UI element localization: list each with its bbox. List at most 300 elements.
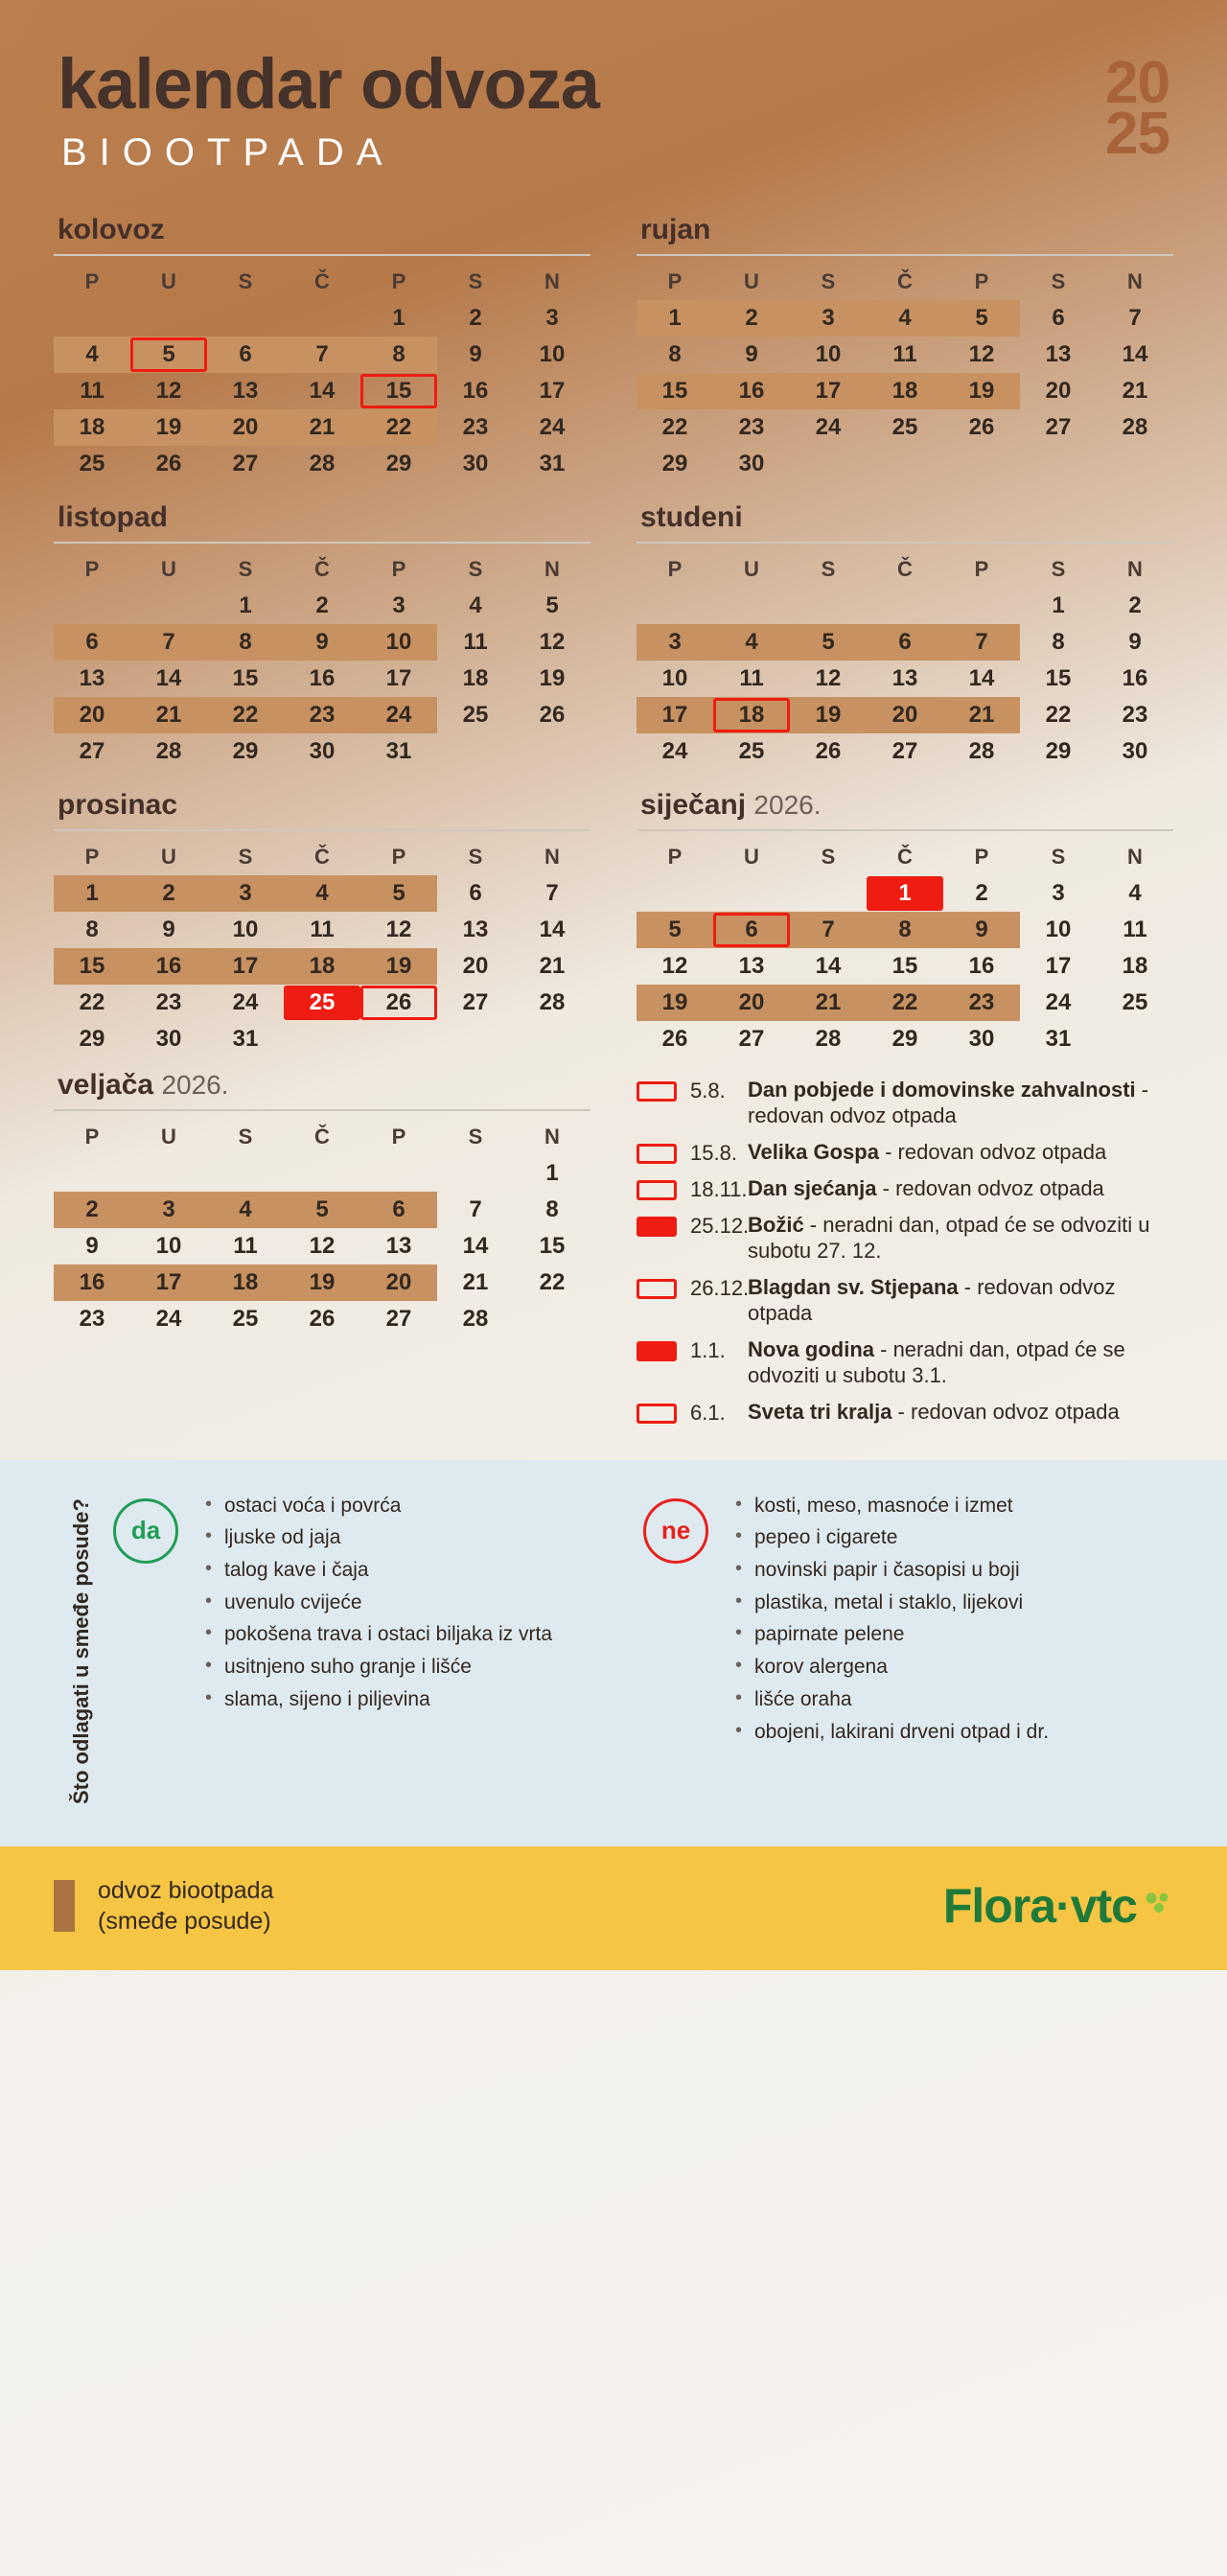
day-cell[interactable] <box>1020 337 1097 373</box>
day-cell[interactable] <box>360 1228 437 1265</box>
title-block <box>58 44 1105 174</box>
day-cell[interactable] <box>790 300 867 337</box>
weekday-header: U <box>161 268 176 293</box>
day-cell[interactable] <box>867 661 943 697</box>
day-number: 1 <box>239 592 252 618</box>
day-cell[interactable] <box>360 733 437 770</box>
day-cell[interactable] <box>360 661 437 697</box>
day-cell[interactable] <box>54 1192 130 1228</box>
day-cell[interactable] <box>713 1021 790 1057</box>
day-cell[interactable] <box>54 697 130 733</box>
day-cell[interactable] <box>360 875 437 912</box>
day-cell[interactable] <box>360 409 437 446</box>
empty-cell <box>790 875 867 912</box>
day-cell[interactable] <box>637 661 713 697</box>
day-number: 8 <box>668 340 682 367</box>
day-number <box>514 733 590 770</box>
day-cell[interactable] <box>514 948 590 985</box>
day-cell[interactable] <box>867 1021 943 1057</box>
day-number: 2 <box>1128 592 1142 618</box>
day-cell[interactable] <box>867 985 943 1021</box>
day-cell[interactable] <box>514 373 590 409</box>
day-cell[interactable] <box>514 1228 590 1265</box>
day-cell[interactable] <box>867 697 943 733</box>
month-siječanj <box>637 789 1173 1057</box>
day-number: 5 <box>130 337 207 372</box>
day-cell[interactable] <box>943 697 1020 733</box>
weekday-header: P <box>84 844 100 869</box>
legend-text <box>748 1274 1173 1327</box>
day-cell[interactable] <box>713 948 790 985</box>
day-cell[interactable] <box>54 948 130 985</box>
year-top: 20 <box>1105 50 1169 116</box>
day-number: 14 <box>309 377 336 404</box>
day-cell[interactable] <box>284 446 360 482</box>
day-cell[interactable] <box>130 409 207 446</box>
day-cell[interactable] <box>207 875 284 912</box>
day-cell[interactable] <box>437 1265 514 1301</box>
legend-item <box>637 1274 1173 1327</box>
day-cell[interactable] <box>514 624 590 661</box>
day-cell[interactable] <box>207 409 284 446</box>
footer-legend-line2: (smeđe posude) <box>98 1908 271 1936</box>
day-cell[interactable] <box>1097 948 1173 985</box>
day-cell[interactable] <box>514 300 590 337</box>
day-cell[interactable] <box>867 624 943 661</box>
day-cell[interactable] <box>514 661 590 697</box>
month-table <box>54 260 590 482</box>
day-cell[interactable] <box>130 875 207 912</box>
day-cell[interactable] <box>130 697 207 733</box>
day-cell[interactable] <box>54 985 130 1021</box>
day-cell[interactable] <box>360 985 437 1021</box>
day-cell[interactable] <box>637 337 713 373</box>
day-number <box>790 588 867 624</box>
day-cell[interactable] <box>790 337 867 373</box>
day-cell[interactable] <box>867 733 943 770</box>
day-cell[interactable] <box>713 300 790 337</box>
day-cell[interactable] <box>637 373 713 409</box>
day-cell[interactable] <box>943 875 1020 912</box>
day-cell[interactable] <box>790 661 867 697</box>
holiday-outline-swatch <box>637 1404 677 1424</box>
day-cell[interactable] <box>130 446 207 482</box>
day-number: 9 <box>745 340 758 367</box>
day-cell[interactable] <box>867 948 943 985</box>
day-cell[interactable] <box>867 875 943 912</box>
weekday-header: P <box>391 268 406 293</box>
day-number: 25 <box>232 1305 259 1332</box>
day-cell[interactable] <box>207 1228 284 1265</box>
legend-holiday-note: - redovan odvoz otpada <box>876 1175 1104 1200</box>
day-cell[interactable] <box>713 624 790 661</box>
day-number: 26 <box>539 701 566 728</box>
day-number: 25 <box>1122 988 1148 1015</box>
day-cell[interactable] <box>637 697 713 733</box>
day-cell[interactable] <box>867 337 943 373</box>
day-cell[interactable] <box>1097 373 1173 409</box>
day-cell[interactable] <box>207 1265 284 1301</box>
day-cell[interactable] <box>943 300 1020 337</box>
day-number: 20 <box>79 701 105 728</box>
day-cell[interactable] <box>437 1301 514 1337</box>
day-cell[interactable] <box>637 624 713 661</box>
day-cell[interactable] <box>360 588 437 624</box>
week-row <box>54 337 590 373</box>
day-number: 1 <box>545 1159 559 1186</box>
day-cell[interactable] <box>514 1192 590 1228</box>
day-cell[interactable] <box>867 912 943 948</box>
day-number: 12 <box>155 377 182 404</box>
empty-cell <box>54 1155 130 1192</box>
day-cell[interactable] <box>437 875 514 912</box>
weekday-header: Č <box>897 556 913 581</box>
weekday-header: S <box>468 268 483 293</box>
day-number: 23 <box>738 413 765 440</box>
month-year-text: 2026. <box>753 789 822 820</box>
day-number <box>790 446 867 482</box>
day-cell[interactable] <box>360 1192 437 1228</box>
day-cell[interactable] <box>1020 875 1097 912</box>
weekday-header: N <box>544 844 560 869</box>
day-cell[interactable] <box>514 409 590 446</box>
day-number: 6 <box>469 879 482 906</box>
day-cell[interactable] <box>360 624 437 661</box>
day-cell[interactable] <box>54 733 130 770</box>
day-cell[interactable] <box>360 948 437 985</box>
day-cell[interactable] <box>1020 697 1097 733</box>
day-cell[interactable] <box>284 1301 360 1337</box>
day-number: 6 <box>713 913 790 947</box>
day-cell[interactable] <box>130 912 207 948</box>
day-cell[interactable] <box>207 985 284 1021</box>
day-cell[interactable] <box>514 912 590 948</box>
day-cell[interactable] <box>284 588 360 624</box>
day-cell[interactable] <box>1097 409 1173 446</box>
day-cell[interactable] <box>207 337 284 373</box>
day-cell[interactable] <box>790 624 867 661</box>
month-title <box>54 789 590 831</box>
day-cell[interactable] <box>790 912 867 948</box>
day-cell[interactable] <box>1097 912 1173 948</box>
day-cell[interactable] <box>514 1265 590 1301</box>
day-number <box>54 588 130 624</box>
day-cell[interactable] <box>54 875 130 912</box>
page-subtitle: BIOOTPADA <box>61 130 395 174</box>
day-cell[interactable] <box>790 409 867 446</box>
day-cell[interactable] <box>437 300 514 337</box>
empty-cell <box>637 588 713 624</box>
day-cell[interactable] <box>713 661 790 697</box>
day-cell[interactable] <box>207 661 284 697</box>
day-cell[interactable] <box>207 1021 284 1057</box>
day-cell[interactable] <box>943 409 1020 446</box>
day-number: 29 <box>1045 737 1072 764</box>
day-cell[interactable] <box>867 300 943 337</box>
day-cell[interactable] <box>360 1301 437 1337</box>
day-cell[interactable] <box>130 1192 207 1228</box>
week-row <box>54 1192 590 1228</box>
day-cell[interactable] <box>360 1265 437 1301</box>
week-row <box>54 1021 590 1057</box>
day-cell[interactable] <box>713 697 790 733</box>
day-cell[interactable] <box>207 1192 284 1228</box>
day-cell[interactable] <box>437 588 514 624</box>
day-cell[interactable] <box>943 733 1020 770</box>
day-number: 20 <box>1045 377 1072 404</box>
day-cell[interactable] <box>437 661 514 697</box>
day-cell[interactable] <box>284 1192 360 1228</box>
holiday-outline-swatch <box>637 1279 677 1299</box>
day-cell[interactable] <box>284 337 360 373</box>
day-cell[interactable] <box>1097 733 1173 770</box>
day-cell[interactable] <box>360 300 437 337</box>
day-cell[interactable] <box>360 373 437 409</box>
day-cell[interactable] <box>207 446 284 482</box>
day-cell[interactable] <box>1097 875 1173 912</box>
week-row <box>637 948 1173 985</box>
day-cell[interactable] <box>637 733 713 770</box>
day-cell[interactable] <box>1020 300 1097 337</box>
day-cell[interactable] <box>637 446 713 482</box>
day-cell[interactable] <box>1020 733 1097 770</box>
day-cell[interactable] <box>284 948 360 985</box>
day-cell[interactable] <box>790 733 867 770</box>
day-cell[interactable] <box>54 446 130 482</box>
day-cell[interactable] <box>284 1228 360 1265</box>
day-cell[interactable] <box>207 1301 284 1337</box>
day-number: 26 <box>360 986 437 1020</box>
day-cell[interactable] <box>54 409 130 446</box>
day-number: 17 <box>232 952 259 979</box>
day-number: 18 <box>891 377 918 404</box>
day-cell[interactable] <box>943 337 1020 373</box>
month-table <box>54 835 590 1057</box>
day-cell[interactable] <box>207 588 284 624</box>
day-cell[interactable] <box>637 1021 713 1057</box>
day-cell[interactable] <box>54 1301 130 1337</box>
day-cell[interactable] <box>943 912 1020 948</box>
day-number: 20 <box>232 413 259 440</box>
day-cell[interactable] <box>360 912 437 948</box>
day-cell[interactable] <box>284 1265 360 1301</box>
day-cell[interactable] <box>790 373 867 409</box>
day-cell[interactable] <box>130 733 207 770</box>
day-cell[interactable] <box>1097 624 1173 661</box>
day-number: 14 <box>1122 340 1148 367</box>
day-number: 18 <box>713 698 790 732</box>
day-cell[interactable] <box>867 373 943 409</box>
day-number: 25 <box>891 413 918 440</box>
day-number: 2 <box>315 592 329 618</box>
day-cell[interactable] <box>790 1021 867 1057</box>
day-number: 27 <box>79 737 105 764</box>
day-cell[interactable] <box>284 373 360 409</box>
day-cell[interactable] <box>284 624 360 661</box>
day-cell[interactable] <box>54 624 130 661</box>
day-cell[interactable] <box>437 337 514 373</box>
week-row <box>54 624 590 661</box>
day-number: 4 <box>745 628 758 655</box>
day-cell[interactable] <box>284 912 360 948</box>
day-cell[interactable] <box>207 912 284 948</box>
day-cell[interactable] <box>130 1228 207 1265</box>
legend-holiday-note: - neradni dan, otpad će se odvoziti u subotu 27. 12. <box>748 1212 1150 1264</box>
day-cell[interactable] <box>514 985 590 1021</box>
day-cell[interactable] <box>130 1265 207 1301</box>
day-number: 16 <box>155 952 182 979</box>
day-cell[interactable] <box>54 912 130 948</box>
day-cell[interactable] <box>207 697 284 733</box>
day-cell[interactable] <box>790 985 867 1021</box>
day-cell[interactable] <box>54 337 130 373</box>
day-cell[interactable] <box>1020 661 1097 697</box>
day-cell[interactable] <box>713 733 790 770</box>
day-cell[interactable] <box>437 697 514 733</box>
leaf-icon <box>1141 1878 1173 1934</box>
day-cell[interactable] <box>284 409 360 446</box>
day-cell[interactable] <box>437 948 514 985</box>
day-cell[interactable] <box>790 697 867 733</box>
day-cell[interactable] <box>284 875 360 912</box>
day-number <box>437 1021 514 1057</box>
legend-holiday-note: - neradni dan, otpad će se odvoziti u subotu 3.1. <box>748 1336 1125 1388</box>
day-number: 6 <box>1052 304 1065 331</box>
day-cell[interactable] <box>514 1155 590 1192</box>
day-cell[interactable] <box>943 373 1020 409</box>
day-cell[interactable] <box>54 373 130 409</box>
empty-cell <box>130 588 207 624</box>
day-cell[interactable] <box>713 373 790 409</box>
day-cell[interactable] <box>713 446 790 482</box>
month-title <box>637 789 1173 831</box>
day-cell[interactable] <box>637 912 713 948</box>
day-number: 22 <box>79 988 105 1015</box>
day-number <box>207 1155 284 1192</box>
day-cell[interactable] <box>284 985 360 1021</box>
legend-holiday-name: Dan pobjede i domovinske zahvalnosti <box>748 1077 1136 1102</box>
day-cell[interactable] <box>130 1021 207 1057</box>
day-cell[interactable] <box>54 1228 130 1265</box>
day-cell[interactable] <box>360 446 437 482</box>
holiday-outline-swatch <box>637 1144 677 1164</box>
weekday-header: P <box>974 844 989 869</box>
day-number: 4 <box>898 304 912 331</box>
day-cell[interactable] <box>713 409 790 446</box>
day-cell[interactable] <box>130 337 207 373</box>
day-cell[interactable] <box>130 624 207 661</box>
day-cell[interactable] <box>514 446 590 482</box>
day-cell[interactable] <box>514 875 590 912</box>
day-cell[interactable] <box>1097 661 1173 697</box>
last-month-and-legend <box>0 1063 1227 1435</box>
day-cell[interactable] <box>943 624 1020 661</box>
day-cell[interactable] <box>207 733 284 770</box>
day-cell[interactable] <box>207 624 284 661</box>
day-number: 23 <box>155 988 182 1015</box>
day-cell[interactable] <box>437 1192 514 1228</box>
day-cell[interactable] <box>130 1301 207 1337</box>
day-number: 18 <box>79 413 105 440</box>
day-cell[interactable] <box>514 697 590 733</box>
day-cell[interactable] <box>790 948 867 985</box>
day-cell[interactable] <box>1020 912 1097 948</box>
day-cell[interactable] <box>1020 624 1097 661</box>
day-cell[interactable] <box>637 300 713 337</box>
day-cell[interactable] <box>130 373 207 409</box>
day-cell[interactable] <box>130 948 207 985</box>
empty-cell <box>790 588 867 624</box>
day-cell[interactable] <box>284 733 360 770</box>
day-cell[interactable] <box>713 985 790 1021</box>
day-cell[interactable] <box>437 912 514 948</box>
day-cell[interactable] <box>360 337 437 373</box>
day-cell[interactable] <box>284 661 360 697</box>
empty-cell <box>54 300 130 337</box>
day-cell[interactable] <box>943 661 1020 697</box>
day-cell[interactable] <box>514 337 590 373</box>
day-cell[interactable] <box>437 409 514 446</box>
day-cell[interactable] <box>360 697 437 733</box>
day-cell[interactable] <box>713 912 790 948</box>
day-cell[interactable] <box>1020 588 1097 624</box>
day-cell[interactable] <box>54 1021 130 1057</box>
day-cell[interactable] <box>1020 409 1097 446</box>
day-cell[interactable] <box>943 948 1020 985</box>
day-cell[interactable] <box>207 948 284 985</box>
day-number: 23 <box>1122 701 1148 728</box>
day-cell[interactable] <box>1097 697 1173 733</box>
day-cell[interactable] <box>130 661 207 697</box>
day-cell[interactable] <box>54 1265 130 1301</box>
legend-item <box>637 1399 1173 1426</box>
day-cell[interactable] <box>637 409 713 446</box>
day-cell[interactable] <box>437 1228 514 1265</box>
day-cell[interactable] <box>54 661 130 697</box>
day-number: 4 <box>469 592 482 618</box>
day-cell[interactable] <box>130 985 207 1021</box>
day-cell[interactable] <box>637 985 713 1021</box>
day-cell[interactable] <box>1020 1021 1097 1057</box>
day-cell[interactable] <box>1020 948 1097 985</box>
day-cell[interactable] <box>437 446 514 482</box>
day-cell[interactable] <box>437 624 514 661</box>
day-cell[interactable] <box>867 409 943 446</box>
day-cell[interactable] <box>943 1021 1020 1057</box>
day-cell[interactable] <box>1097 300 1173 337</box>
day-cell[interactable] <box>207 373 284 409</box>
day-number: 29 <box>232 737 259 764</box>
list-item: • talog kave i čaja <box>203 1557 552 1584</box>
brand-name: Flora·vtc <box>942 1879 1137 1934</box>
day-cell[interactable] <box>713 337 790 373</box>
day-cell[interactable] <box>1097 985 1173 1021</box>
day-cell[interactable] <box>943 985 1020 1021</box>
day-cell[interactable] <box>1020 985 1097 1021</box>
day-cell[interactable] <box>514 588 590 624</box>
day-cell[interactable] <box>1020 373 1097 409</box>
day-cell[interactable] <box>1097 337 1173 373</box>
day-cell[interactable] <box>437 373 514 409</box>
day-number: 21 <box>815 988 842 1015</box>
day-cell[interactable] <box>437 985 514 1021</box>
day-number: 9 <box>1128 628 1142 655</box>
day-cell[interactable] <box>284 697 360 733</box>
day-cell[interactable] <box>637 948 713 985</box>
legend-date: 25.12. <box>690 1213 750 1238</box>
day-number: 8 <box>85 916 99 942</box>
day-cell[interactable] <box>1097 588 1173 624</box>
